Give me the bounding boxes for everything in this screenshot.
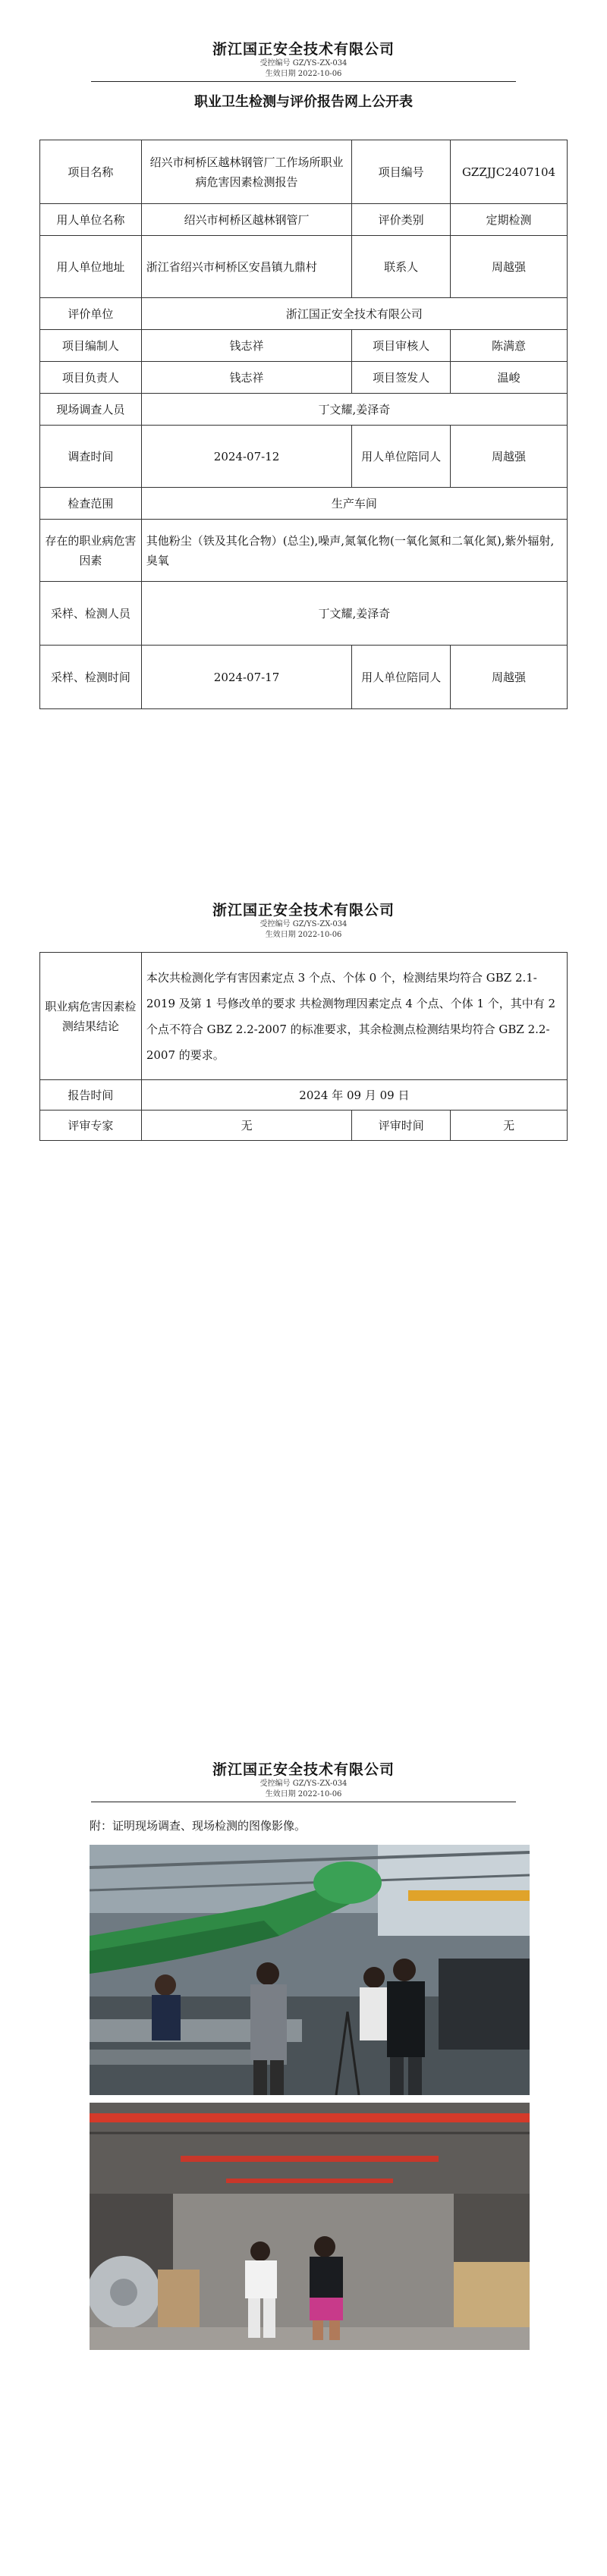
table-row <box>40 582 568 646</box>
table-row <box>40 953 568 1080</box>
conclusion-value: 本次共检测化学有害因素定点 3 个点、个体 0 个，检测结果均符合 GBZ 2.1-2019 及第 1 号修改单的要求 共检测物理因素定点 4 个点、个体 1 个，其中有 2 个点不符合 GBZ 2.2-2007 的标准要求，其余检测点检测结果均符合 GBZ 2.2-2007 的要求。 <box>141 953 567 1080</box>
reviewer-label: 项目审核人 <box>352 330 451 362</box>
header-divider <box>91 81 516 82</box>
accompany2-label: 用人单位陪同人 <box>352 646 451 709</box>
accompany-label: 用人单位陪同人 <box>352 426 451 488</box>
expert-value: 无 <box>141 1111 352 1141</box>
project-no-value: GZZJJC2407104 <box>451 140 568 204</box>
control-number: 受控编号 GZ/YS-ZX-034 <box>259 1780 348 1788</box>
table-row <box>40 488 568 520</box>
disclosure-table <box>39 140 568 709</box>
effective-date: 生效日期 2022-10-06 <box>265 1790 342 1798</box>
crane-hall-photo-image <box>90 2103 530 2350</box>
expert-label: 评审专家 <box>40 1111 142 1141</box>
samplers-label: 采样、检测人员 <box>40 582 142 646</box>
issuer-label: 项目签发人 <box>352 362 451 394</box>
table-row <box>40 236 568 298</box>
investigators-value: 丁文耀,姜泽奇 <box>141 394 567 426</box>
address-label: 用人单位地址 <box>40 236 142 298</box>
reviewer-value: 陈满意 <box>451 330 568 362</box>
employer-value: 绍兴市柯桥区越林钢管厂 <box>141 204 351 236</box>
review-time-label: 评审时间 <box>352 1111 451 1141</box>
scope-label: 检查范围 <box>40 488 142 520</box>
accompany-value: 周越强 <box>451 426 568 488</box>
employer-label: 用人单位名称 <box>40 204 142 236</box>
company-name: 浙江国正安全技术有限公司 <box>212 41 395 58</box>
table-row <box>40 140 568 204</box>
effective-date: 生效日期 2022-10-06 <box>265 70 342 78</box>
table-row <box>40 1080 568 1111</box>
table-row <box>40 1111 568 1141</box>
control-number: 受控编号 GZ/YS-ZX-034 <box>259 920 348 928</box>
hazards-value: 其他粉尘（铁及其化合物）(总尘),噪声,氮氧化物(一氧化氮和二氧化氮),紫外辐射,臭氧 <box>141 520 567 582</box>
project-name-value: 绍兴市柯桥区越林钢管厂工作场所职业病危害因素检测报告 <box>141 140 351 204</box>
survey-time-label: 调查时间 <box>40 426 142 488</box>
conclusion-label: 职业病危害因素检测结果结论 <box>40 953 142 1080</box>
table-row <box>40 520 568 582</box>
issuer-value: 温峻 <box>451 362 568 394</box>
evaluator-label: 评价单位 <box>40 298 142 330</box>
page-1 <box>0 38 607 111</box>
eval-type-label: 评价类别 <box>352 204 451 236</box>
leader-value: 钱志祥 <box>141 362 351 394</box>
table-row <box>40 646 568 709</box>
attachment-caption: 附：证明现场调查、现场检测的图像影像。 <box>90 1819 307 1833</box>
address-value: 浙江省绍兴市柯桥区安昌镇九鼎村 <box>141 236 351 298</box>
scope-value: 生产车间 <box>141 488 567 520</box>
site-photo-2 <box>90 2103 530 2350</box>
table-row <box>40 362 568 394</box>
page-2 <box>0 899 607 941</box>
survey-time-value: 2024-07-12 <box>141 426 351 488</box>
page-3 <box>0 1758 607 1802</box>
review-time-value: 无 <box>451 1111 568 1141</box>
project-no-label: 项目编号 <box>352 140 451 204</box>
compiler-label: 项目编制人 <box>40 330 142 362</box>
page-header <box>0 1758 607 1802</box>
accompany2-value: 周越强 <box>451 646 568 709</box>
leader-label: 项目负责人 <box>40 362 142 394</box>
table-row <box>40 426 568 488</box>
page-header <box>0 38 607 82</box>
table-row <box>40 204 568 236</box>
table-row <box>40 394 568 426</box>
contact-label: 联系人 <box>352 236 451 298</box>
control-number: 受控编号 GZ/YS-ZX-034 <box>259 59 348 68</box>
samplers-value: 丁文耀,姜泽奇 <box>141 582 567 646</box>
page-header <box>0 899 607 941</box>
sample-time-label: 采样、检测时间 <box>40 646 142 709</box>
hazards-label: 存在的职业病危害因素 <box>40 520 142 582</box>
table-row <box>40 298 568 330</box>
company-name: 浙江国正安全技术有限公司 <box>212 1761 395 1778</box>
company-name: 浙江国正安全技术有限公司 <box>212 902 395 919</box>
report-time-value: 2024 年 09 月 09 日 <box>141 1080 567 1111</box>
report-time-label: 报告时间 <box>40 1080 142 1111</box>
project-name-label: 项目名称 <box>40 140 142 204</box>
evaluator-value: 浙江国正安全技术有限公司 <box>141 298 567 330</box>
site-photo-1 <box>90 1845 530 2095</box>
workshop-photo-image <box>90 1845 530 2095</box>
contact-value: 周越强 <box>451 236 568 298</box>
effective-date: 生效日期 2022-10-06 <box>265 931 342 939</box>
conclusion-table <box>39 952 568 1141</box>
eval-type-value: 定期检测 <box>451 204 568 236</box>
investigators-label: 现场调查人员 <box>40 394 142 426</box>
form-title: 职业卫生检测与评价报告网上公开表 <box>194 94 413 110</box>
table-row <box>40 330 568 362</box>
compiler-value: 钱志祥 <box>141 330 351 362</box>
sample-time-value: 2024-07-17 <box>141 646 351 709</box>
